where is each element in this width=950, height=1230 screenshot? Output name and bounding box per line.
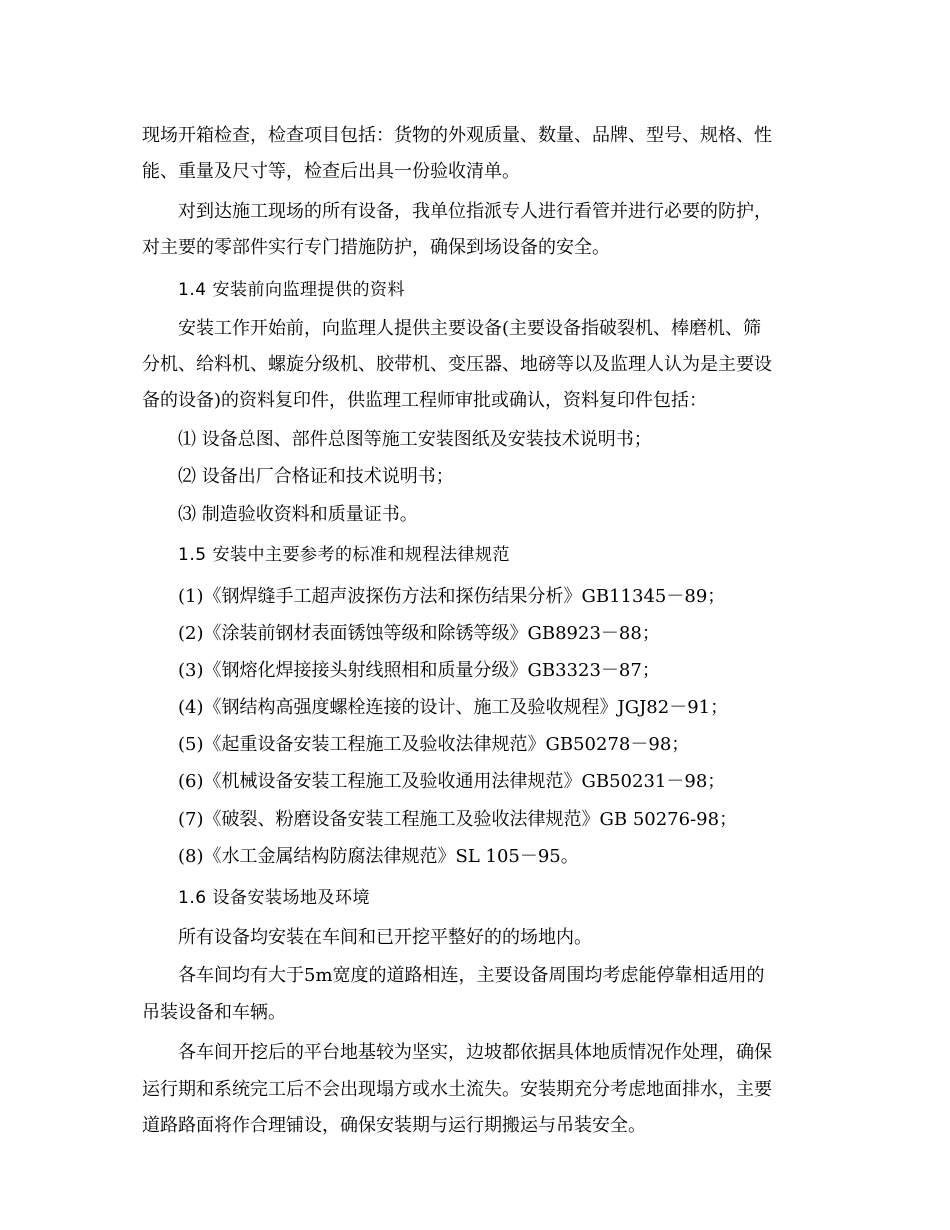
list-item: (3)《钢熔化焊接接头射线照相和质量分级》GB3323－87； [178,660,660,681]
list-item: (5)《起重设备安装工程施工及验收法律规范》GB50278－98； [178,734,690,755]
list-item: (7)《破裂、粉磨设备安装工程施工及验收法律规范》GB 50276-98； [178,809,738,830]
list-item: ⑶ 制造验收资料和质量证书。 [178,504,418,525]
section-heading-1-6: 1.6 设备安装场地及环境 [178,888,370,908]
paragraph-line: 道路路面将作合理铺设，确保安装期与运行期搬运与吊装安全。 [142,1115,646,1136]
paragraph-line: 运行期和系统完工后不会出现塌方或水土流失。安装期充分考虑地面排水，主要 [142,1079,772,1100]
section-heading-1-5: 1.5 安装中主要参考的标准和规程法律规范 [178,545,510,565]
paragraph-line: 安装工作开始前，向监理人提供主要设备(主要设备指破裂机、棒磨机、筛 [178,318,762,339]
list-item: (1)《钢焊缝手工超声波探伤方法和探伤结果分析》GB11345－89； [178,586,726,607]
section-heading-1-4: 1.4 安装前向监理提供的资料 [178,280,405,300]
paragraph-line: 对到达施工现场的所有设备，我单位指派专人进行看管并进行必要的防护， [178,201,772,222]
list-item: ⑴ 设备总图、部件总图等施工安装图纸及安装技术说明书； [178,429,652,450]
list-item: (4)《钢结构高强度螺栓连接的设计、施工及验收规程》JGJ82－91； [178,697,729,718]
paragraph-line: 吊装设备和车辆。 [142,1002,286,1023]
paragraph-line: 备的设备)的资料复印件，供监理工程师审批或确认，资料复印件包括： [142,390,708,411]
list-item: (8)《水工金属结构防腐法律规范》SL 105－95。 [178,846,579,867]
paragraph-line: 能、重量及尺寸等，检查后出具一份验收清单。 [142,161,520,182]
paragraph-line: 现场开箱检查，检查项目包括：货物的外观质量、数量、品牌、型号、规格、性 [142,125,772,146]
paragraph-line: 分机、给料机、螺旋分级机、胶带机、变压器、地磅等以及监理人认为是主要设 [142,354,772,375]
list-item: (2)《涂装前钢材表面锈蚀等级和除锈等级》GB8923－88； [178,623,660,644]
list-item: (6)《机械设备安装工程施工及验收通用法律规范》GB50231－98； [178,771,726,792]
paragraph-line: 对主要的零部件实行专门措施防护，确保到场设备的安全。 [142,237,610,258]
paragraph-line: 各车间均有大于5m宽度的道路相连，主要设备周围均考虑能停靠相适用的 [178,965,765,986]
paragraph-line: 所有设备均安装在车间和已开挖平整好的的场地内。 [178,927,592,948]
paragraph-line: 各车间开挖后的平台地基较为坚实，边坡都依据具体地质情况作处理，确保 [178,1042,772,1063]
list-item: ⑵ 设备出厂合格证和技术说明书； [178,466,454,487]
